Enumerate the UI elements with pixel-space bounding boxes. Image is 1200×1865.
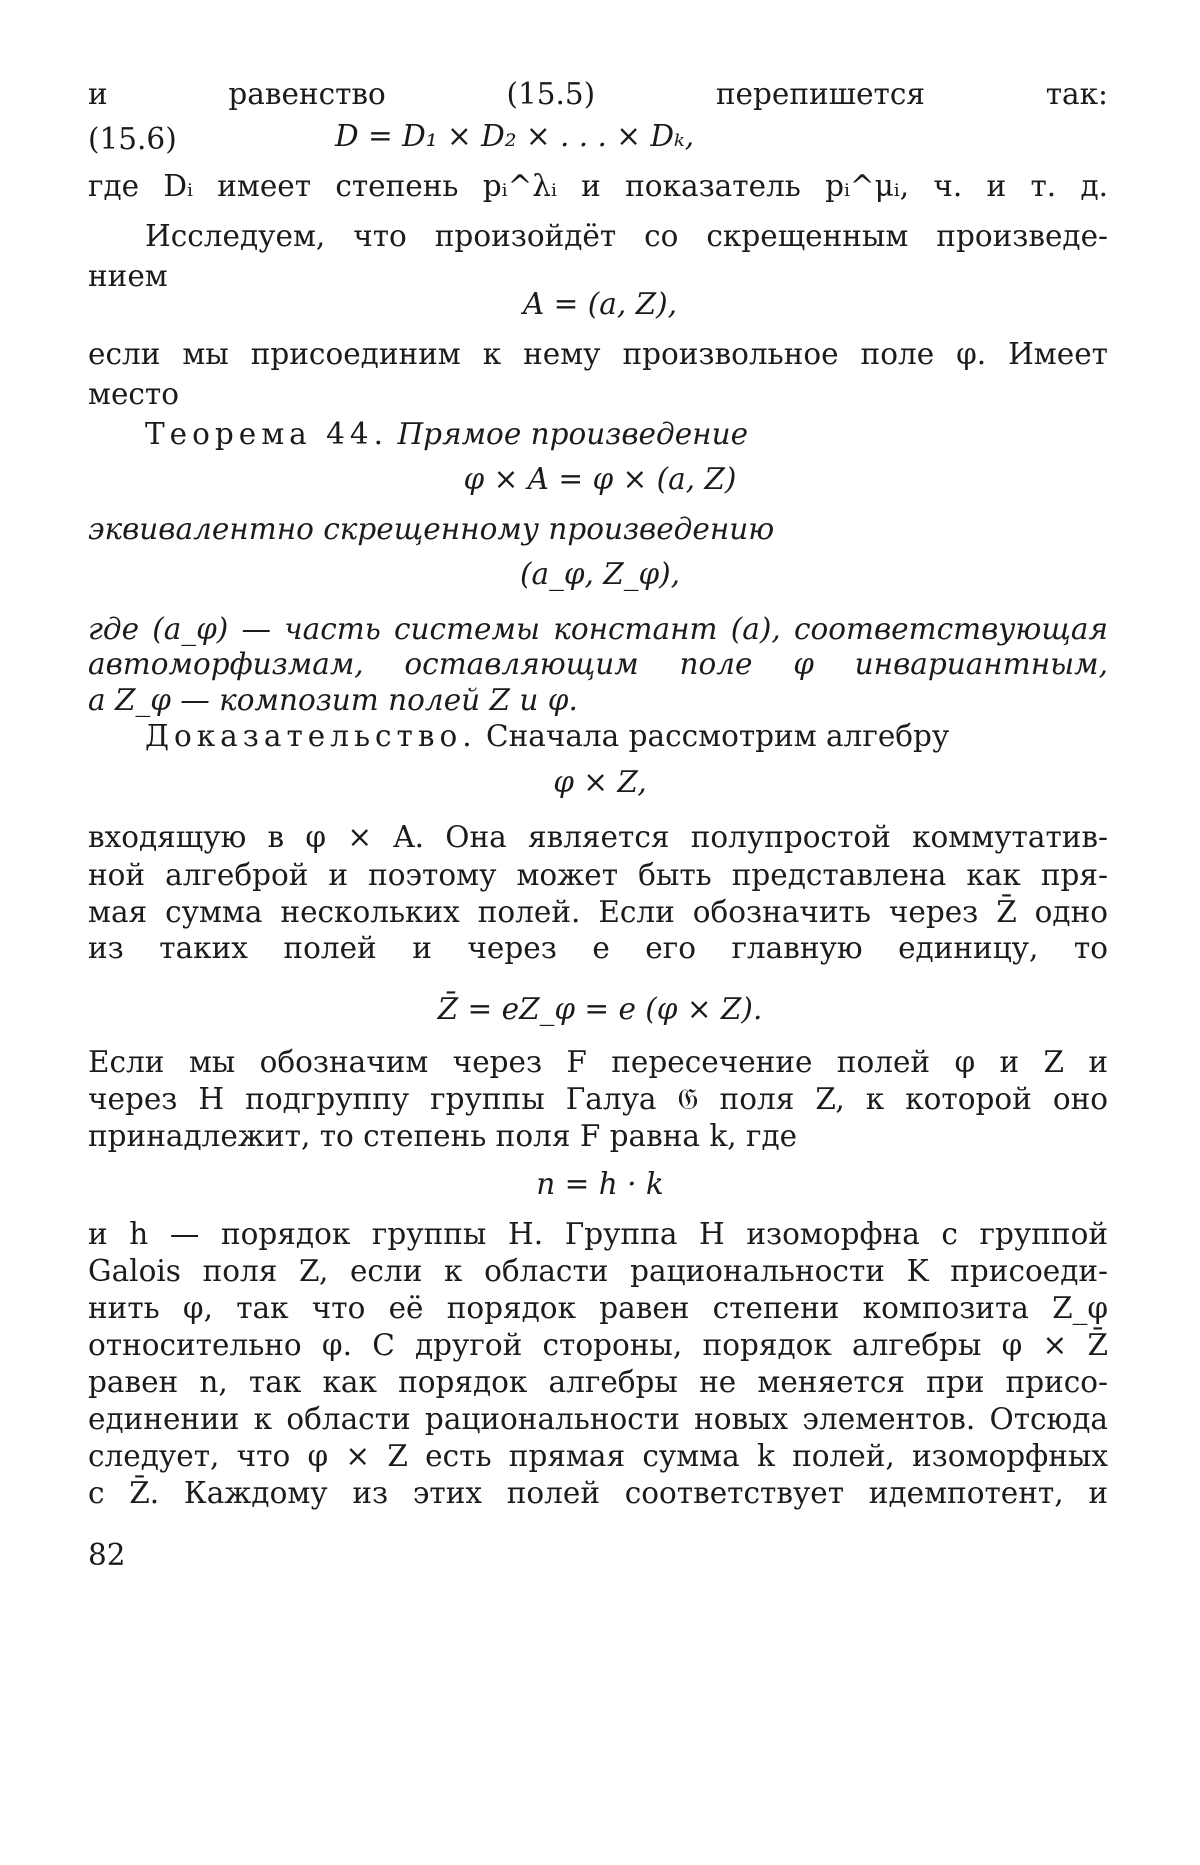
text-line: Galois поля Z, если к области рациональности K присоеди- bbox=[88, 1254, 1108, 1288]
text-line: из таких полей и через e его главную единицу, то bbox=[88, 931, 1108, 965]
text-line: ной алгеброй и поэтому может быть представлена как пря- bbox=[88, 858, 1108, 892]
text-line: с Z̄. Каждому из этих полей соответствует идемпотент, и bbox=[88, 1476, 1108, 1510]
theorem-label: Теорема 44. bbox=[145, 417, 389, 451]
text-line: мая сумма нескольких полей. Если обозначить через Z̄ одно bbox=[88, 895, 1108, 929]
text-line: нить φ, так что её порядок равен степени композита Z_φ bbox=[88, 1291, 1108, 1325]
proof-heading bbox=[145, 719, 950, 753]
text-line: относительно φ. С другой стороны, порядок алгебры φ × Z̄ bbox=[88, 1328, 1108, 1362]
theorem-text: где (a_φ) — часть системы констант (a), соответствующая bbox=[88, 612, 1108, 646]
text-line: Сначала рассмотрим алгебру bbox=[486, 719, 950, 753]
equation: φ × Z, bbox=[553, 765, 647, 799]
equation: D = D₁ × D₂ × . . . × Dₖ, bbox=[335, 119, 695, 153]
theorem-text: Прямое произведение bbox=[397, 417, 749, 451]
theorem-text: а Z_φ — композит полей Z и φ. bbox=[88, 683, 578, 717]
equation: n = h · k bbox=[536, 1167, 664, 1201]
text-line: равен n, так как порядок алгебры не меняется при присо- bbox=[88, 1365, 1108, 1399]
theorem-heading bbox=[145, 417, 749, 451]
text-line: принадлежит, то степень поля F равна k, где bbox=[88, 1119, 798, 1153]
text-line: Исследуем, что произойдёт со скрещенным произведе- bbox=[145, 219, 1108, 253]
text-line: единении к области рациональности новых элементов. Отсюда bbox=[88, 1402, 1108, 1436]
theorem-text: эквивалентно скрещенному произведению bbox=[88, 512, 775, 546]
equation: φ × A = φ × (a, Z) bbox=[463, 462, 737, 496]
text-line: через H подгруппу группы Галуа 𝔊 поля Z, к которой оно bbox=[88, 1082, 1108, 1116]
equation: A = (a, Z), bbox=[522, 287, 677, 321]
text-line: входящую в φ × A. Она является полупростой коммутатив- bbox=[88, 820, 1108, 854]
text-line: нием bbox=[88, 259, 168, 293]
equation-number: (15.6) bbox=[88, 122, 177, 156]
text-line: где Dᵢ имеет степень pᵢ^λᵢ и показатель pᵢ^μᵢ, ч. и т. д. bbox=[88, 169, 1108, 203]
equation: (a_φ, Z_φ), bbox=[519, 557, 681, 591]
text-line: место bbox=[88, 377, 180, 411]
text-line: и h — порядок группы H. Группа H изоморфна с группой bbox=[88, 1217, 1108, 1251]
equation: Z̄ = eZ_φ = e (φ × Z). bbox=[437, 992, 763, 1026]
text-line: и равенство (15.5) перепишется так: bbox=[88, 77, 1108, 111]
page-number: 82 bbox=[88, 1538, 126, 1572]
text-line: если мы присоединим к нему произвольное поле φ. Имеет bbox=[88, 337, 1108, 371]
text-line: следует, что φ × Z есть прямая сумма k полей, изоморфных bbox=[88, 1439, 1108, 1473]
proof-label: Доказательство. bbox=[145, 719, 477, 753]
theorem-text: автоморфизмам, оставляющим поле φ инвариантным, bbox=[88, 647, 1108, 681]
text-line: Если мы обозначим через F пересечение полей φ и Z и bbox=[88, 1045, 1108, 1079]
